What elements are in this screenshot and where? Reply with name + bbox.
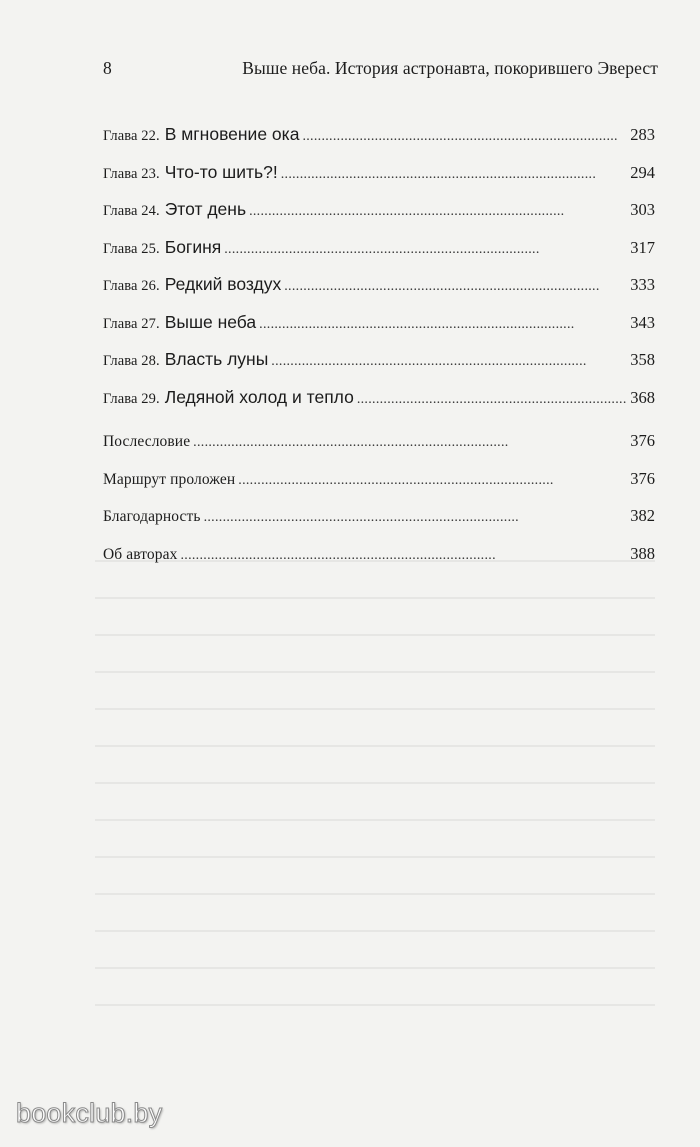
- page-ref: 333: [630, 275, 655, 294]
- show-through-line: [95, 782, 655, 784]
- page-ref: 283: [630, 125, 655, 144]
- show-through-line: [95, 708, 655, 710]
- back-matter-list: [103, 422, 655, 572]
- show-through-text: [95, 560, 655, 1080]
- dot-leader: [281, 156, 627, 194]
- section-title: Об авторах: [103, 545, 178, 563]
- page-ref: 358: [630, 350, 655, 369]
- chapter-title: Выше неба: [164, 311, 257, 332]
- page-ref: 294: [630, 162, 655, 182]
- page-ref: 303: [630, 200, 655, 219]
- dot-leader: [259, 306, 626, 344]
- dot-leader: [302, 118, 626, 156]
- chapter-title: Власть луны: [164, 349, 269, 369]
- chapter-title: Богиня: [164, 236, 222, 257]
- page-number: 8: [103, 58, 112, 78]
- section-title: Послесловие: [103, 433, 191, 450]
- toc-entry-chapter-26: [103, 266, 655, 304]
- show-through-line: [95, 967, 655, 969]
- watermark: bookclub.by: [16, 1098, 163, 1128]
- chapter-title: Ледяной холод и тепло: [164, 386, 354, 407]
- dot-leader: [271, 343, 626, 381]
- chapter-prefix: Глава 22.: [103, 128, 160, 144]
- toc-entry-acknowledgements: [103, 497, 655, 535]
- dot-leader: [180, 537, 626, 575]
- show-through-line: [95, 819, 655, 821]
- dot-leader: [249, 193, 626, 231]
- dot-leader: [284, 268, 626, 306]
- chapter-prefix: Глава 28.: [103, 353, 160, 369]
- show-through-line: [95, 671, 655, 673]
- dot-leader: [204, 499, 627, 537]
- page-ref: 388: [630, 543, 655, 563]
- show-through-line: [95, 930, 655, 932]
- page-ref: 368: [630, 387, 655, 407]
- section-title: Маршрут проложен: [103, 470, 236, 488]
- chapter-title: Что-то шить?!: [164, 161, 278, 182]
- show-through-line: [95, 597, 655, 599]
- chapter-prefix: Глава 27.: [103, 315, 160, 332]
- dot-leader: [193, 424, 626, 462]
- chapter-prefix: Глава 23.: [103, 165, 160, 182]
- page-ref: 343: [630, 312, 655, 332]
- toc-entry-about-authors: [103, 535, 655, 573]
- toc-entry-route: [103, 460, 655, 498]
- page-ref: 317: [630, 237, 655, 257]
- page-ref: 376: [630, 468, 655, 488]
- dot-leader: [224, 231, 626, 269]
- chapter-prefix: Глава 24.: [103, 203, 160, 219]
- toc-entry-chapter-25: [103, 229, 655, 267]
- chapter-prefix: Глава 29.: [103, 390, 160, 407]
- show-through-line: [95, 745, 655, 747]
- table-of-contents: [103, 116, 655, 572]
- show-through-line: [95, 856, 655, 858]
- show-through-line: [95, 893, 655, 895]
- chapter-title: Этот день: [164, 199, 247, 219]
- chapter-title: Редкий воздух: [164, 274, 282, 294]
- show-through-line: [95, 634, 655, 636]
- dot-leader: [238, 462, 626, 500]
- toc-entry-chapter-28: [103, 341, 655, 379]
- chapter-prefix: Глава 26.: [103, 278, 160, 294]
- chapter-title: В мгновение ока: [164, 124, 300, 144]
- dot-leader: [357, 381, 626, 419]
- toc-entry-chapter-22: [103, 116, 655, 154]
- toc-entry-chapter-24: [103, 191, 655, 229]
- section-title: Благодарность: [103, 508, 201, 525]
- toc-entry-chapter-29: [103, 379, 655, 417]
- toc-entry-chapter-27: [103, 304, 655, 342]
- page-ref: 376: [630, 431, 655, 450]
- chapter-list: [103, 116, 655, 416]
- running-title: Выше неба. История астронавта, покорившего Эверест: [242, 58, 658, 78]
- toc-entry-afterword: [103, 422, 655, 460]
- chapter-prefix: Глава 25.: [103, 240, 160, 257]
- page-ref: 382: [630, 506, 655, 525]
- show-through-line: [95, 1004, 655, 1006]
- toc-entry-chapter-23: [103, 154, 655, 192]
- page-header: [103, 58, 658, 88]
